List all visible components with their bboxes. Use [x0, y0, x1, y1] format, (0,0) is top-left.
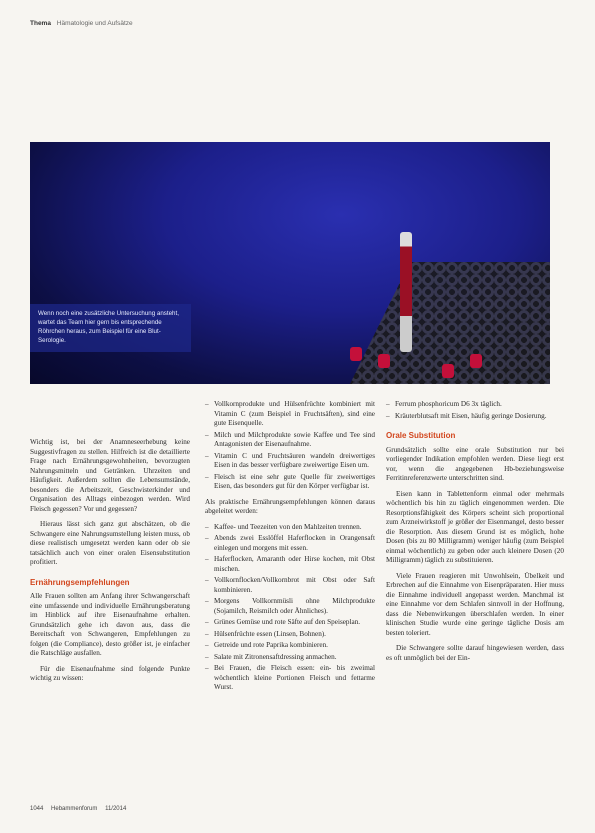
- photo-caption: Wenn noch eine zusätzliche Untersuchung ansteht, wartet das Team hier gern bis entsprechende Röhrchen heraus, zum Beispiel für eine Blut-Serologie.: [30, 304, 191, 352]
- tube-cap: [378, 354, 390, 368]
- list-item: – Vitamin C und Fruchtsäuren wandeln dreiwertiges Eisen in das besser verfügbare zweiwertige Eisen um.: [205, 452, 375, 471]
- bullet-list: [205, 400, 375, 492]
- paragraph: Für die Eisenaufnahme sind folgende Punkte wichtig zu wissen:: [30, 664, 190, 683]
- list-item: – Fleisch ist eine sehr gute Quelle für zweiwertiges Eisen, das besonders gut für den Körper verfügbar ist.: [205, 473, 375, 492]
- list-item: – Abends zwei Esslöffel Haferflocken in Orangensaft einlegen und morgens mit essen.: [205, 534, 375, 553]
- column-3: [386, 400, 564, 669]
- tube-cap: [470, 354, 482, 368]
- list-item: – Haferflocken, Amaranth oder Hirse kochen, mit Obst mischen.: [205, 555, 375, 574]
- paragraph: Viele Frauen reagieren mit Unwohlsein, Übelkeit und Erbrechen auf die Einnahme von Eisenpräparaten. Hier muss die Einnahme individuell angepasst werden. Manchmal ist eine Einnahme vor dem Schlafen sinnvoll in der Hoffnung, dass die Nebenwirkungen überschlafen werden. In einer klinischen Studie wurde eine geringe tägliche Dosis am besten toleriert.: [386, 571, 564, 637]
- list-item: – Salate mit Zitronensaftdressing anmachen.: [205, 653, 375, 663]
- header-section: Thema: [30, 20, 51, 27]
- list-item: – Kaffee- und Teezeiten von den Mahlzeiten trennen.: [205, 523, 375, 533]
- header-topic: Hämatologie und Aufsätze: [56, 20, 133, 27]
- paragraph: Hieraus lässt sich ganz gut abschätzen, ob die Schwangere eine Nahrungsumstellung leisten muss, ob diese realistisch umgesetzt werden kann oder ob sie tatsächlich auch von einer oralen Eisensubstitution profitiert.: [30, 520, 190, 566]
- bullet-list: [205, 523, 375, 693]
- list-item: – Milch und Milchprodukte sowie Kaffee und Tee sind Antagonisten der Eisenaufnahme.: [205, 431, 375, 450]
- list-item: – Vollkornflocken/Vollkornbrot mit Obst oder Saft kombinieren.: [205, 576, 375, 595]
- paragraph: Wichtig ist, bei der Anamneseerhebung keine Suggestivfragen zu stellen. Hilfreich ist die detaillierte Frage nach Ernährungsgewohnheiten, bevorzugten Nahrungsmitteln und Getränken. Uhrzeiten und Häufigkeit. Außerdem sollten die Lebensumstände, besonders die Arbeitszeit, Geschwisterkinder und Organisation des Alltags einbezogen werden. Wird Fleisch gegessen? Vor und gegessen?: [30, 438, 190, 513]
- column-1: [30, 438, 190, 690]
- tube-cap: [350, 347, 362, 361]
- column-2: [205, 400, 375, 699]
- list-item: – Getreide und rote Paprika kombinieren.: [205, 641, 375, 651]
- bullet-list: [386, 400, 564, 421]
- issue-number: 11/2014: [105, 806, 127, 812]
- page-footer: [30, 806, 565, 812]
- journal-name: Hebammenforum: [51, 806, 98, 812]
- page-number: 1044: [30, 806, 44, 812]
- list-item: – Hülsenfrüchte essen (Linsen, Bohnen).: [205, 630, 375, 640]
- paragraph: Grundsätzlich sollte eine orale Substitution nur bei vorliegender Indikation empfohlen werden. Diese liegt erst vor, wenn die angegebenen Hb-beziehungsweise Ferritinreferenzwerte unterschritten sind.: [386, 445, 564, 483]
- running-header: [30, 20, 133, 27]
- tube-cap: [442, 364, 454, 378]
- list-item: – Kräuterblutsaft mit Eisen, häufig geringe Dosierung.: [386, 412, 564, 422]
- list-item: – Vollkornprodukte und Hülsenfrüchte kombiniert mit Vitamin C (zum Beispiel in Fruchtsäften), sind eine gute Eisenquelle.: [205, 400, 375, 429]
- list-item: – Bei Frauen, die Fleisch essen: ein- bis zweimal wöchentlich kleine Portionen Fleisch und fettarme Wurst.: [205, 664, 375, 693]
- list-item: – Grünes Gemüse und rote Säfte auf den Speiseplan.: [205, 618, 375, 628]
- paragraph: Als praktische Ernährungsempfehlungen können daraus abgeleitet werden:: [205, 497, 375, 515]
- section-heading: Ernährungsempfehlungen: [30, 577, 130, 587]
- paragraph: Alle Frauen sollten am Anfang ihrer Schwangerschaft eine umfassende und individuelle Ernährungsberatung im Hinblick auf ihre Eisenaufnahme erhalten. Grundsätzlich gehe ich davon aus, dass die Bereitschaft von Schwangeren, Empfehlungen zu folgen (die Compliance), desto größer ist, je einfacher die Ratschläge ausfallen.: [30, 592, 190, 658]
- list-item: – Morgens Vollkornmüsli ohne Milchprodukte (Sojamilch, Reismilch oder Ähnliches).: [205, 597, 375, 616]
- list-item: – Ferrum phosphoricum D6 3x täglich.: [386, 400, 564, 410]
- paragraph: Die Schwangere sollte darauf hingewiesen werden, dass es oft unmöglich bei der Ein-: [386, 644, 564, 662]
- blood-tube: [400, 232, 412, 352]
- paragraph: Eisen kann in Tablettenform einmal oder mehrmals wöchentlich bis hin zu täglich eingenommen werden. Die Resorptionsfähigkeit des Körpers scheint sich proportional zum Arzneiwirkstoff je größer der Eisenmangel, desto besser die Resorption. Aus diesem Grund ist es möglich, hohe Dosen (bis zu 80 Milligramm) weniger häufig (zum Beispiel einmal wöchentlich) zu geben oder auch kleinere Dosen (20 Milligramm) täglich zu substituieren.: [386, 489, 564, 565]
- section-heading: Orale Substitution: [386, 431, 456, 440]
